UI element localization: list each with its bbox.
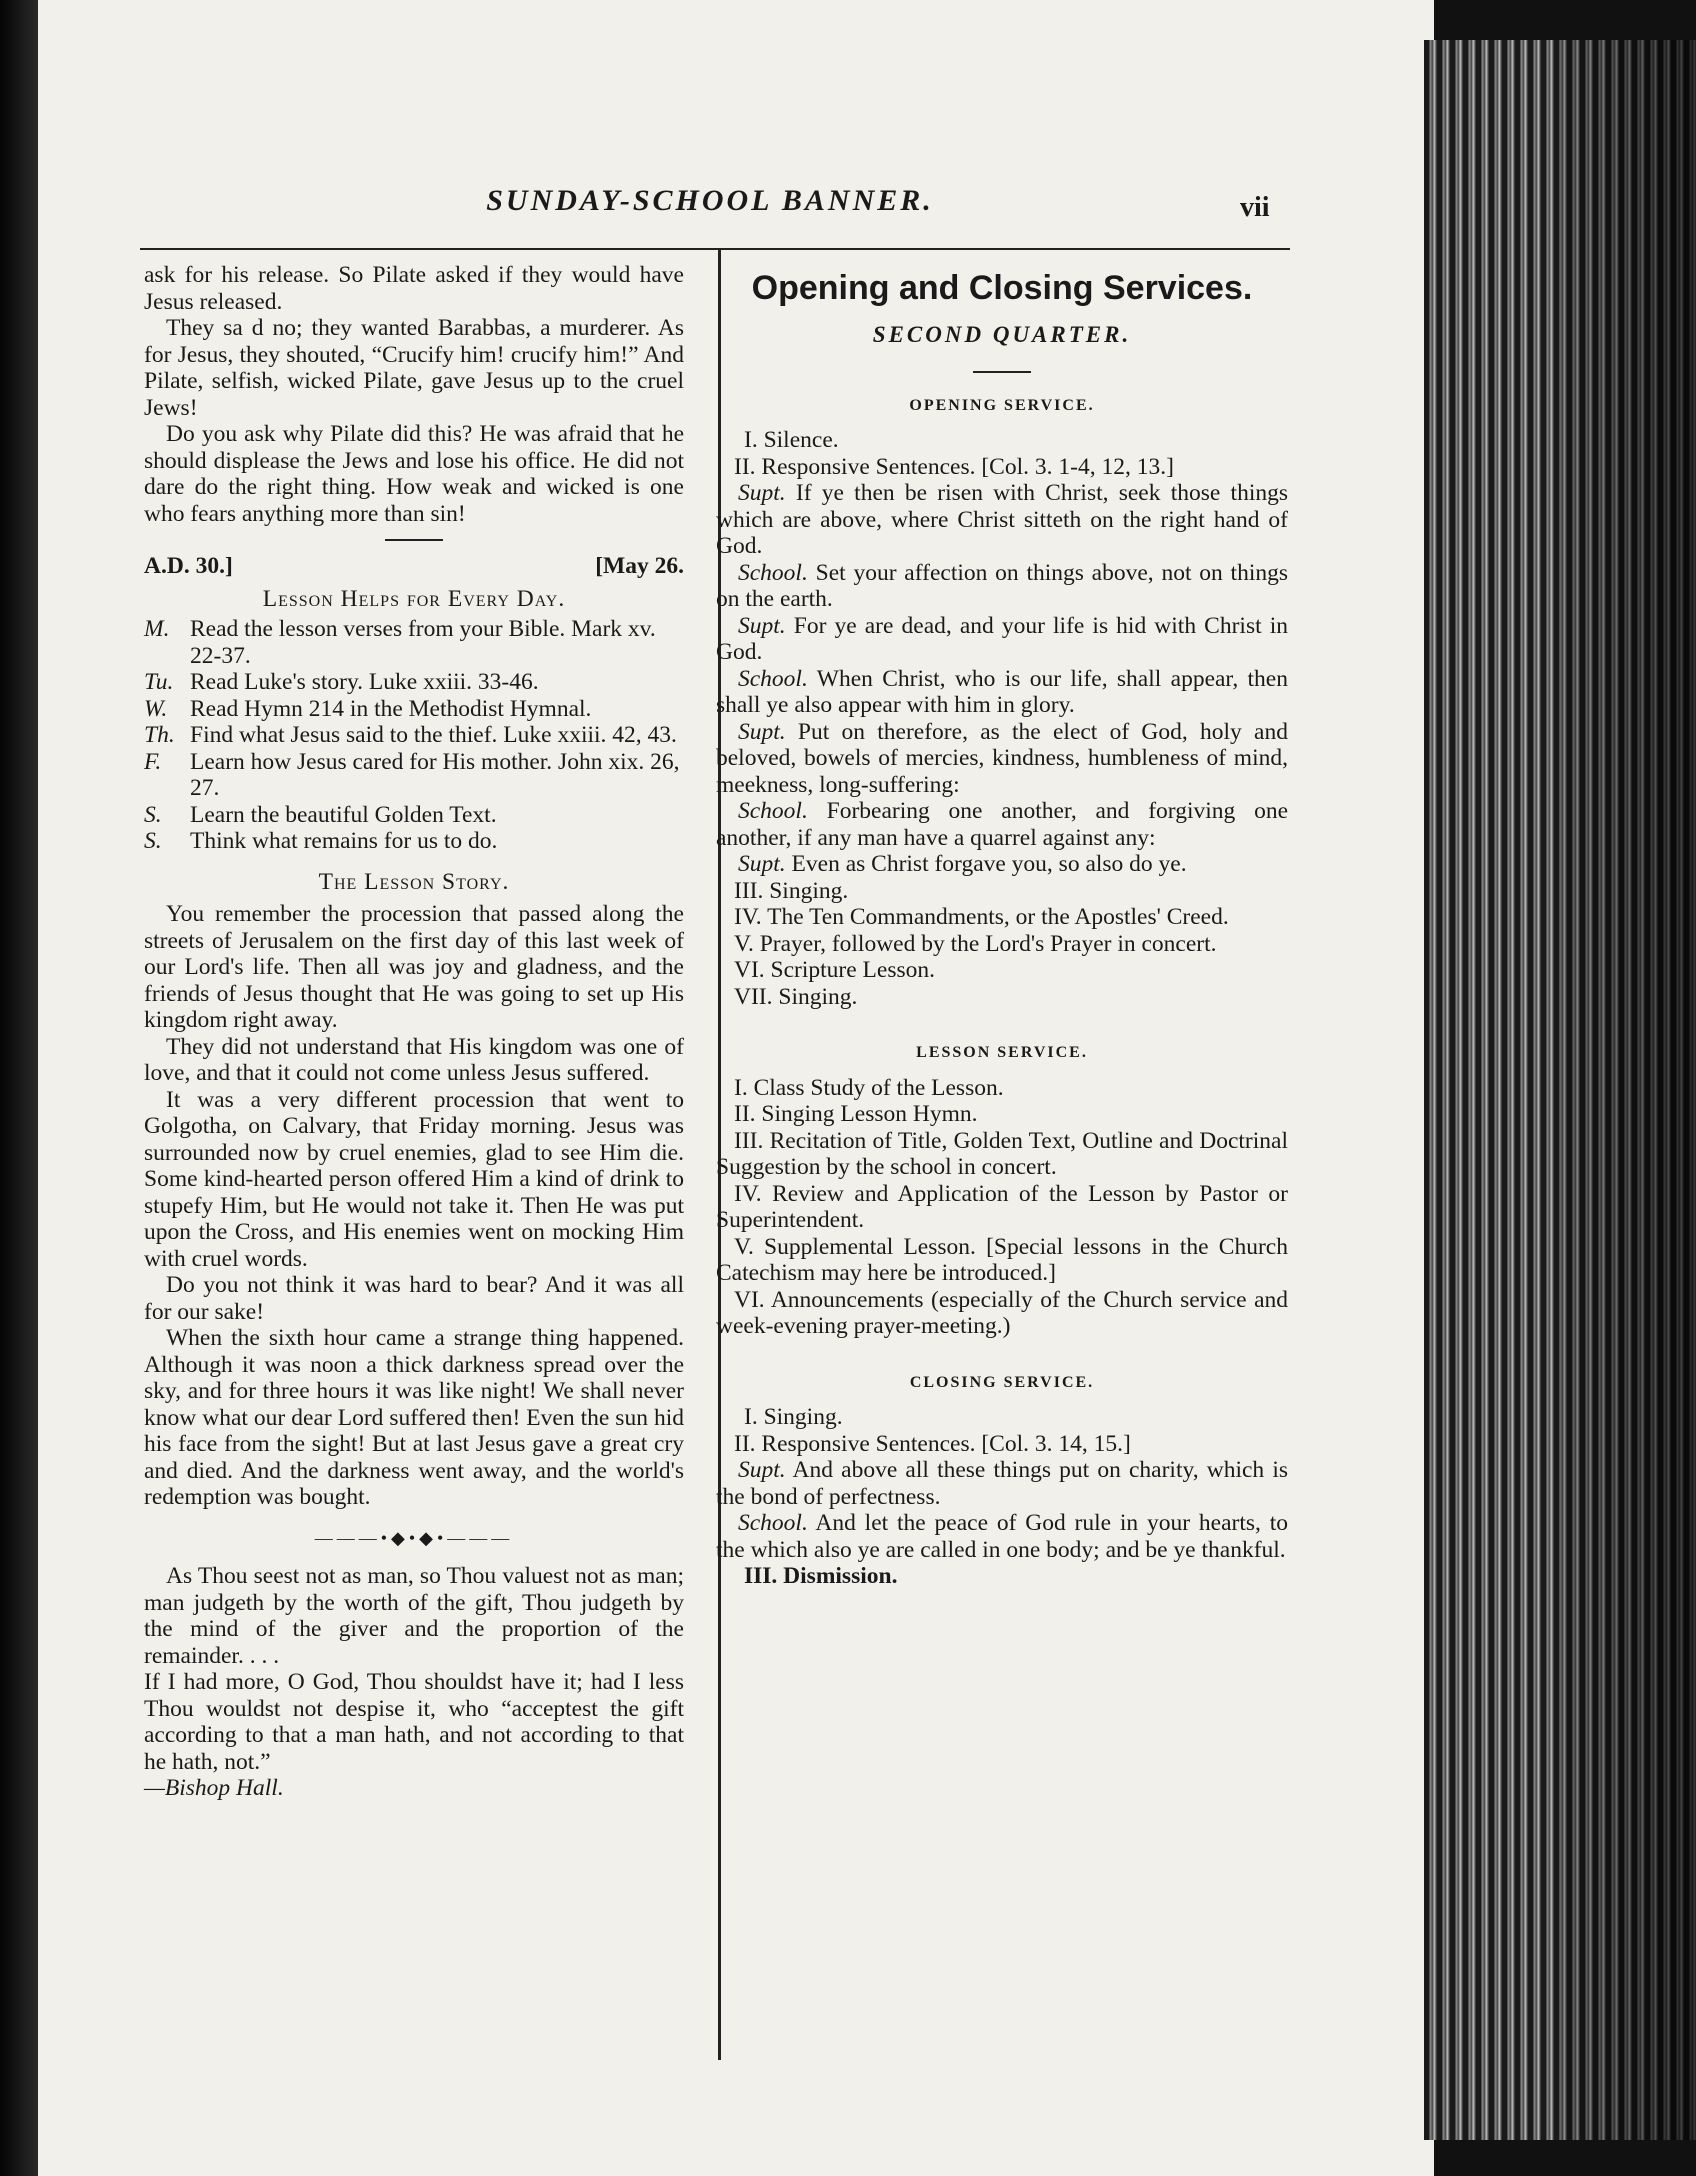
lesson-helps-title: Lesson Helps for Every Day. — [262, 585, 566, 612]
responsive-sentence — [716, 719, 1288, 799]
responsive-sentence — [716, 560, 1288, 613]
speaker-role: School. — [738, 559, 808, 586]
service-item: III. Recitation of Title, Golden Text, Outline and Doctrinal Suggestion by the school in concert. — [716, 1127, 1288, 1180]
story-paragraph: Do you not think it was hard to bear? And it was all for our sake! — [144, 1272, 684, 1325]
quote-paragraph: If I had more, O God, Thou shouldst have it; had I less Thou wouldst not despise it, who “acceptest the gift according to that a man hath, and not according to that he hath, not.” — [144, 1669, 684, 1775]
speaker-role: Supt. — [738, 1457, 786, 1483]
sentence-text: And above all these things put on charity, which is the bond of perfectness. — [716, 1457, 1288, 1510]
speaker-role: School. — [738, 1510, 808, 1536]
story-paragraph: Do you ask why Pilate did this? He was afraid that he should displease the Jews and lose his office. He did not dare do the right thing. How weak and wicked is one who fears anything more than sin! — [144, 421, 684, 527]
opening-service-items — [716, 878, 1288, 1011]
speaker-role: Supt. — [738, 718, 786, 745]
help-text: Learn the beautiful Golden Text. — [190, 801, 497, 828]
service-item: I. Class Study of the Lesson. — [734, 1074, 1004, 1101]
service-item: II. Responsive Sentences. [Col. 3. 1-4, 12, 13.] — [734, 453, 1174, 480]
lesson-service-heading: LESSON SERVICE. — [916, 1044, 1088, 1061]
story-paragraph: ask for his release. So Pilate asked if they would have Jesus released. — [144, 262, 684, 315]
service-item: V. Supplemental Lesson. [Special lessons in the Church Catechism may here be introduced.] — [716, 1233, 1288, 1286]
lesson-story — [144, 901, 684, 1511]
help-text: Find what Jesus said to the thief. Luke xxiii. 42, 43. — [190, 722, 677, 748]
service-item: II. Responsive Sentences. [Col. 3. 14, 15.] — [734, 1430, 1131, 1457]
quarter-title: SECOND QUARTER. — [872, 322, 1132, 347]
lesson-help-row — [144, 616, 684, 669]
quote-attribution: —Bishop Hall. — [144, 1775, 284, 1801]
story-paragraph: When the sixth hour came a strange thing happened. Although it was noon a thick darkness spread over the sky, and for three hours it was like night! We shall never know what our dear Lord suffered then! Even the sun hid his face from the sight! But at last Jesus gave a great cry and died. And the darkness went away, and the world's redemption was bought. — [144, 1325, 684, 1510]
help-day: W. — [144, 695, 168, 722]
lesson-help-row — [144, 696, 684, 723]
help-day: M. — [144, 616, 170, 642]
speaker-role: School. — [738, 798, 808, 824]
lesson-help-row — [144, 749, 684, 802]
service-item: IV. Review and Application of the Lesson by Pastor or Superintendent. — [716, 1180, 1288, 1233]
lesson-help-row — [144, 669, 684, 696]
responsive-sentence — [716, 480, 1288, 560]
ornament-divider: ———•◆•◆•——— — [314, 1527, 514, 1548]
service-item: III. Dismission. — [744, 1563, 898, 1589]
section-rule — [385, 539, 443, 541]
closing-service-heading: CLOSING SERVICE. — [909, 1373, 1095, 1391]
responsive-sentence — [716, 851, 1288, 878]
header-rule — [140, 248, 1290, 250]
book-edge-shadow — [1560, 40, 1696, 2140]
help-day: S. — [144, 828, 162, 854]
lesson-story-title: The Lesson Story. — [318, 868, 510, 895]
service-item: VII. Singing. — [734, 983, 858, 1010]
sentence-text: Put on therefore, as the elect of God, holy and beloved, bowels of mercies, kindness, humbleness of mind, meekness, long-suffering: — [716, 718, 1288, 798]
speaker-role: Supt. — [738, 851, 786, 877]
service-item: II. Singing Lesson Hymn. — [734, 1101, 978, 1127]
story-paragraph: It was a very different procession that went to Golgotha, on Calvary, that Friday morning. Jesus was surrounded now by cruel enemies, glad to see Him die. Some kind-hearted person offered Him a kind of drink to stupefy Him, but He would not take it. Then He was put upon the Cross, and His enemies went on mocking Him with cruel words. — [144, 1086, 684, 1272]
responsive-sentences-opening — [716, 480, 1288, 878]
running-title: SUNDAY-SCHOOL BANNER. — [486, 184, 934, 217]
sentence-text: When Christ, who is our life, shall appear, then shall ye also appear with him in glory. — [716, 665, 1288, 718]
help-day: Th. — [144, 722, 175, 748]
quote-paragraph: As Thou seest not as man, so Thou valuest not as man; man judgeth by the worth of the gift, Thou judgeth by the mind of the giver and the proportion of the remainder. . . . — [144, 1563, 684, 1669]
speaker-role: School. — [738, 665, 808, 692]
service-item: I. Silence. — [744, 427, 839, 453]
help-day: Tu. — [144, 669, 174, 695]
sentence-text: If ye then be risen with Christ, seek those things which are above, where Christ sitteth on the right hand of God. — [716, 480, 1288, 559]
section-rule — [973, 371, 1031, 373]
help-text: Read the lesson verses from your Bible. Mark xv. 22-37. — [190, 616, 656, 669]
sentence-text: Forbearing one another, and forgiving one another, if any man have a quarrel against any: — [716, 798, 1288, 851]
right-column — [716, 262, 1288, 1590]
lesson-help-row — [144, 722, 684, 749]
responsive-sentence — [716, 798, 1288, 851]
lesson-helps-list — [144, 616, 684, 855]
story-paragraph: They did not understand that His kingdom was one of love, and that it could not come unless Jesus suffered. — [144, 1033, 684, 1086]
lesson-date: [May 26. — [595, 553, 684, 579]
page-number: vii — [1240, 192, 1270, 223]
help-day: S. — [144, 801, 162, 828]
lesson-help-row — [144, 828, 684, 855]
responsive-sentence — [716, 1457, 1288, 1510]
help-day: F. — [144, 748, 162, 775]
service-item: I. Singing. — [744, 1404, 843, 1430]
help-text: Read Hymn 214 in the Methodist Hymnal. — [190, 695, 592, 722]
help-text: Think what remains for us to do. — [190, 828, 498, 854]
opening-service-heading: OPENING SERVICE. — [909, 396, 1095, 414]
story-paragraph: They sa d no; they wanted Barabbas, a murderer. As for Jesus, they shouted, “Crucify him! crucify him!” And Pilate, selfish, wicked Pilate, gave Jesus up to the cruel Jews! — [144, 315, 684, 421]
sentence-text: Set your affection on things above, not on things on the earth. — [716, 559, 1288, 612]
service-item: IV. The Ten Commandments, or the Apostles' Creed. — [734, 904, 1229, 930]
lesson-date-line — [144, 553, 684, 580]
help-text: Read Luke's story. Luke xxiii. 33-46. — [190, 669, 539, 695]
service-item: VI. Scripture Lesson. — [734, 957, 936, 983]
left-column — [144, 262, 684, 1802]
lesson-help-row — [144, 802, 684, 829]
story-paragraph: You remember the procession that passed along the streets of Jerusalem on the first day of this last week of our Lord's life. Then all was joy and gladness, and the friends of Jesus thought that He was going to set up His kingdom right away. — [144, 901, 684, 1033]
speaker-role: Supt. — [738, 480, 786, 506]
responsive-sentence — [716, 666, 1288, 719]
service-item: VI. Announcements (especially of the Church service and week-evening prayer-meeting.) — [716, 1286, 1288, 1339]
sentence-text: For ye are dead, and your life is hid with Christ in God. — [716, 612, 1288, 665]
scan-border-left — [0, 0, 38, 2176]
sentence-text: Even as Christ forgave you, so also do ye. — [785, 851, 1187, 877]
sentence-text: And let the peace of God rule in your hearts, to the which also ye are called in one body; and be ye thankful. — [716, 1510, 1288, 1563]
help-text: Learn how Jesus cared for His mother. John xix. 26, 27. — [190, 748, 680, 801]
service-item: III. Singing. — [734, 877, 849, 904]
service-item: V. Prayer, followed by the Lord's Prayer in concert. — [734, 930, 1217, 957]
lesson-service-items — [716, 1075, 1288, 1340]
responsive-sentence — [716, 613, 1288, 666]
speaker-role: Supt. — [738, 612, 786, 639]
lesson-year: A.D. 30.] — [144, 553, 233, 579]
responsive-sentence — [716, 1510, 1288, 1563]
services-title: Opening and Closing Services. — [751, 269, 1253, 307]
responsive-sentences-closing — [716, 1457, 1288, 1563]
